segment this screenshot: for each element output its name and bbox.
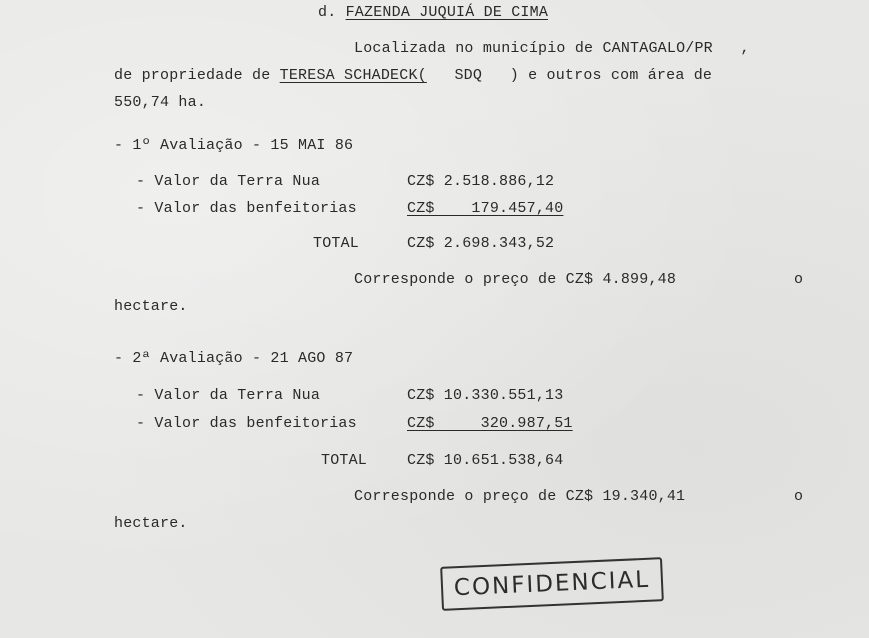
intro-text: , bbox=[712, 40, 750, 57]
confidential-stamp: CONFIDENCIAL bbox=[440, 557, 664, 611]
evaluation-1-price-unit: hectare. bbox=[114, 298, 188, 315]
owner-name: TERESA SCHADECK( bbox=[279, 67, 427, 84]
intro-line-1 bbox=[354, 40, 750, 58]
intro-line-2 bbox=[114, 67, 712, 85]
evaluation-2-land-label: - Valor da Terra Nua bbox=[136, 387, 321, 404]
owner-tag: SDQ bbox=[426, 67, 510, 84]
evaluation-1-price: Corresponde o preço de CZ$ 4.899,48 bbox=[354, 271, 677, 288]
evaluation-2-total-label: TOTAL bbox=[321, 452, 368, 469]
evaluation-1-land-label: - Valor da Terra Nua bbox=[136, 173, 321, 190]
evaluation-2-heading: - 2ª Avaliação - 21 AGO 87 bbox=[114, 350, 354, 367]
heading-prefix: d. bbox=[318, 4, 346, 21]
evaluation-2-land-value: CZ$ 10.330.551,13 bbox=[407, 387, 564, 404]
evaluation-1-total-value: CZ$ 2.698.343,52 bbox=[407, 235, 555, 252]
evaluation-1-total-label: TOTAL bbox=[313, 235, 360, 252]
municipality: CANTAGALO/PR bbox=[602, 40, 713, 57]
evaluation-2-improvements-value: CZ$ 320.987,51 bbox=[407, 415, 573, 432]
evaluation-2-price-unit: hectare. bbox=[114, 515, 188, 532]
evaluation-1-land-value: CZ$ 2.518.886,12 bbox=[407, 173, 555, 190]
evaluation-2-price-suffix: o bbox=[794, 488, 804, 505]
evaluation-2-price: Corresponde o preço de CZ$ 19.340,41 bbox=[354, 488, 686, 505]
evaluation-1-price-suffix: o bbox=[794, 271, 804, 288]
evaluation-1-improvements-value: CZ$ 179.457,40 bbox=[407, 200, 564, 217]
evaluation-1-heading: - 1º Avaliação - 15 MAI 86 bbox=[114, 137, 354, 154]
section-heading bbox=[318, 4, 548, 22]
evaluation-2-improvements-label: - Valor das benfeitorias bbox=[136, 415, 357, 432]
intro-line-3: 550,74 ha. bbox=[114, 94, 207, 111]
intro-text: de propriedade de bbox=[114, 67, 280, 84]
heading-title: FAZENDA JUQUIÁ DE CIMA bbox=[345, 4, 549, 21]
intro-text: Localizada no município de bbox=[354, 40, 603, 57]
evaluation-2-total-value: CZ$ 10.651.538,64 bbox=[407, 452, 564, 469]
intro-text: ) e outros com área de bbox=[509, 67, 713, 84]
evaluation-1-improvements-label: - Valor das benfeitorias bbox=[136, 200, 357, 217]
